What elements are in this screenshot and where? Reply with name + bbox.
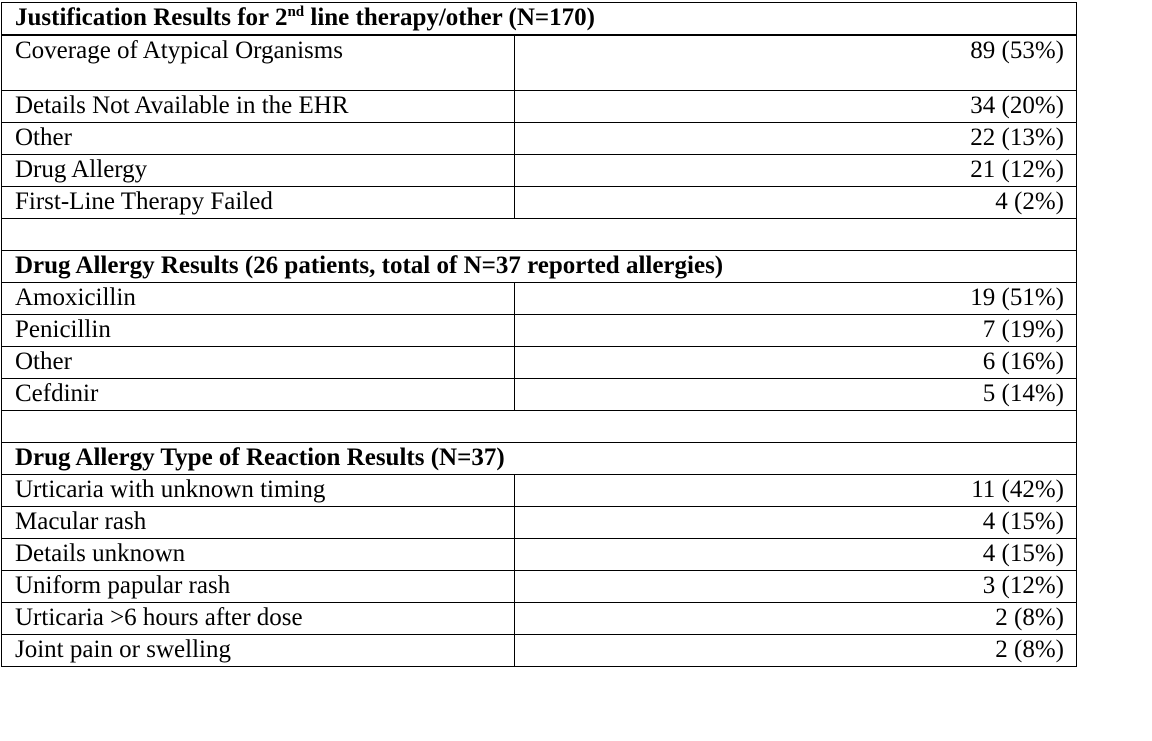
row-label: Urticaria with unknown timing — [2, 475, 515, 507]
row-label: Joint pain or swelling — [2, 635, 515, 667]
row-label: Penicillin — [2, 315, 515, 347]
row-label: Uniform papular rash — [2, 571, 515, 603]
row-label: Macular rash — [2, 507, 515, 539]
row-value: 4 (2%) — [515, 187, 1077, 219]
table-row — [2, 379, 1077, 411]
row-value: 21 (12%) — [515, 155, 1077, 187]
section-header-reaction-type — [2, 443, 1077, 475]
row-value: 89 (53%) — [515, 35, 1077, 91]
table-row — [2, 539, 1077, 571]
row-value: 2 (8%) — [515, 603, 1077, 635]
table-row — [2, 315, 1077, 347]
table-row — [2, 603, 1077, 635]
row-label: Amoxicillin — [2, 283, 515, 315]
spacer-row — [2, 411, 1077, 443]
section-header-justification — [2, 3, 1077, 36]
table-row — [2, 507, 1077, 539]
row-value: 5 (14%) — [515, 379, 1077, 411]
table-row — [2, 187, 1077, 219]
section-title: Drug Allergy Type of Reaction Results (N=37) — [2, 443, 1077, 475]
row-label: Details unknown — [2, 539, 515, 571]
row-label: Other — [2, 123, 515, 155]
spacer-cell — [2, 411, 1077, 443]
row-label: Drug Allergy — [2, 155, 515, 187]
results-table — [1, 2, 1077, 667]
row-value: 3 (12%) — [515, 571, 1077, 603]
row-value: 22 (13%) — [515, 123, 1077, 155]
table-row — [2, 283, 1077, 315]
table-row — [2, 155, 1077, 187]
row-value: 2 (8%) — [515, 635, 1077, 667]
table-row — [2, 35, 1077, 91]
table-row — [2, 635, 1077, 667]
spacer-row — [2, 219, 1077, 251]
row-value: 19 (51%) — [515, 283, 1077, 315]
section-title: Drug Allergy Results (26 patients, total of N=37 reported allergies) — [2, 251, 1077, 283]
row-label: First-Line Therapy Failed — [2, 187, 515, 219]
row-label: Details Not Available in the EHR — [2, 91, 515, 123]
row-label: Other — [2, 347, 515, 379]
row-value: 4 (15%) — [515, 507, 1077, 539]
row-value: 4 (15%) — [515, 539, 1077, 571]
row-value: 7 (19%) — [515, 315, 1077, 347]
row-label: Coverage of Atypical Organisms — [2, 35, 515, 91]
row-label: Urticaria >6 hours after dose — [2, 603, 515, 635]
section-header-drug-allergy — [2, 251, 1077, 283]
table-row — [2, 571, 1077, 603]
row-value: 34 (20%) — [515, 91, 1077, 123]
row-value: 11 (42%) — [515, 475, 1077, 507]
section-title: Justification Results for 2nd line therapy/other (N=170) — [2, 3, 1077, 36]
table-row — [2, 123, 1077, 155]
spacer-cell — [2, 219, 1077, 251]
row-label: Cefdinir — [2, 379, 515, 411]
table-row — [2, 347, 1077, 379]
table-row — [2, 475, 1077, 507]
row-value: 6 (16%) — [515, 347, 1077, 379]
table-row — [2, 91, 1077, 123]
